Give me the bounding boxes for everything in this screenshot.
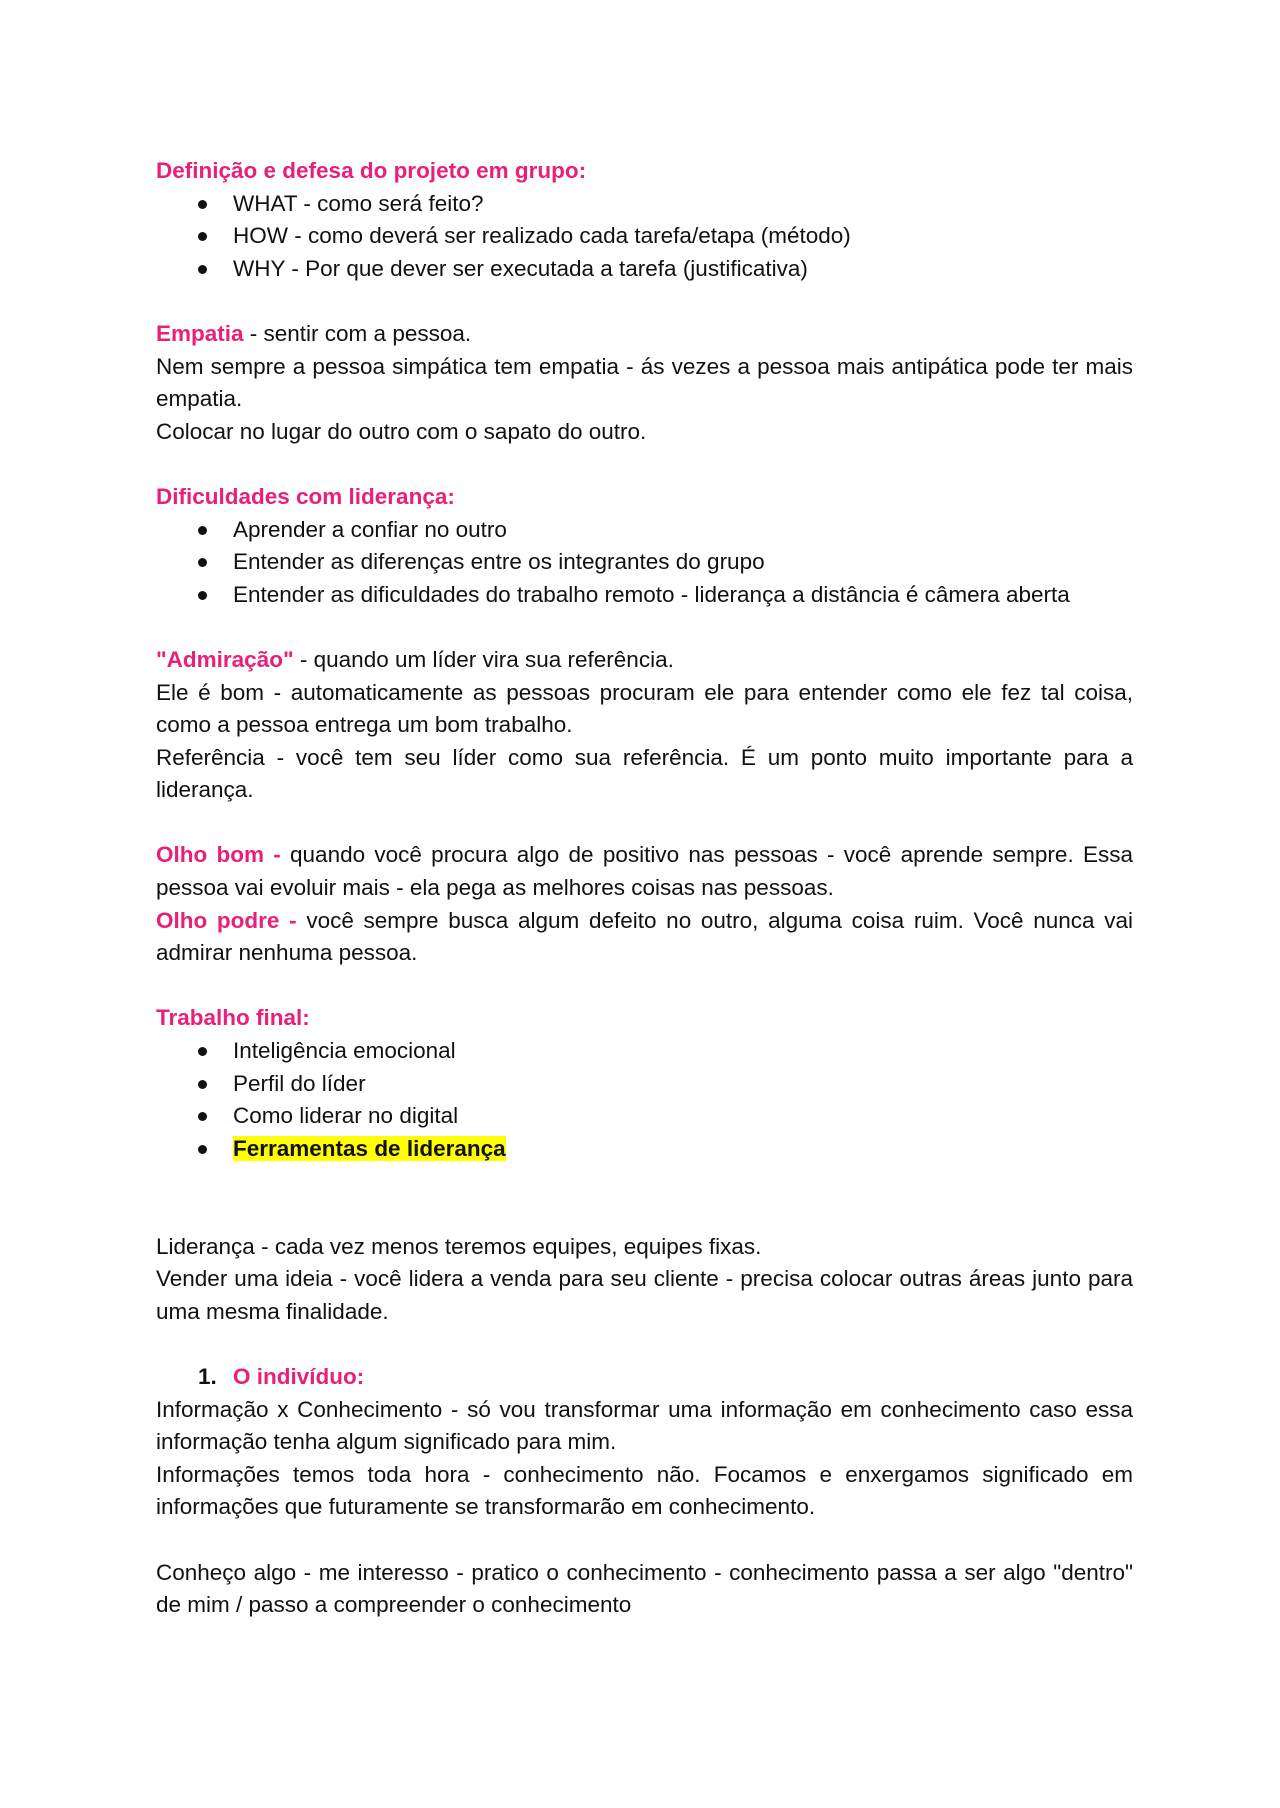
list-number: 1. <box>198 1363 217 1389</box>
list-item: HOW - como deverá ser realizado cada tarefa/etapa (método) <box>156 220 1133 253</box>
bullet-icon <box>198 200 207 209</box>
paragraph: Liderança - cada vez menos teremos equipes, equipes fixas. <box>156 1233 762 1259</box>
paragraph: Nem sempre a pessoa simpática tem empatia - ás vezes a pessoa mais antipática pode ter mais empatia. <box>156 353 1133 412</box>
list-item: Inteligência emocional <box>156 1035 1133 1068</box>
document-body <box>156 155 1133 1622</box>
bullet-list-dificuldades <box>156 514 1133 612</box>
bullet-icon <box>198 558 207 567</box>
list-item: Aprender a confiar no outro <box>156 514 1133 547</box>
paragraph-empatia: Empatia - sentir com a pessoa. <box>156 320 472 346</box>
bullet-icon <box>198 1047 207 1056</box>
list-item: Perfil do líder <box>156 1068 1133 1101</box>
paragraph: Colocar no lugar do outro com o sapato do outro. <box>156 418 647 444</box>
bullet-icon <box>198 591 207 600</box>
paragraph: Conheço algo - me interesso - pratico o conhecimento - conhecimento passa a ser algo "dentro" de mim / passo a compreender o conhecimento <box>156 1559 1133 1618</box>
highlighted-text: Ferramentas de liderança <box>233 1135 506 1161</box>
paragraph-olho-podre: Olho podre - você sempre busca algum defeito no outro, alguma coisa ruim. Você nunca vai admirar nenhuma pessoa. <box>156 907 1133 966</box>
bullet-icon <box>198 265 207 274</box>
paragraph: Referência - você tem seu líder como sua referência. É um ponto muito importante para a liderança. <box>156 744 1133 803</box>
bullet-icon <box>198 1112 207 1121</box>
numbered-heading-individuo: 1. O indivíduo: <box>156 1361 1133 1394</box>
bullet-icon <box>198 1080 207 1089</box>
paragraph: Vender uma ideia - você lidera a venda para seu cliente - precisa colocar outras áreas junto para uma mesma finalidade. <box>156 1266 1133 1324</box>
list-item: Como liderar no digital <box>156 1100 1133 1133</box>
section-heading-projeto: Definição e defesa do projeto em grupo: <box>156 158 587 183</box>
bullet-list-projeto <box>156 188 1133 286</box>
paragraph: Informações temos toda hora - conhecimento não. Focamos e enxergamos significado em informações que futuramente se transformarão em conhecimento. <box>156 1461 1133 1520</box>
section-heading-dificuldades: Dificuldades com liderança: <box>156 483 455 509</box>
list-item: WHAT - como será feito? <box>156 188 1133 221</box>
list-item: Entender as dificuldades do trabalho remoto - liderança a distância é câmera aberta <box>156 579 1133 612</box>
bullet-list-trabalho-final <box>156 1035 1133 1165</box>
paragraph-admiracao: "Admiração" - quando um líder vira sua referência. <box>156 646 674 672</box>
bullet-icon <box>198 232 207 241</box>
term-admiracao: "Admiração" <box>156 646 294 672</box>
term-empatia: Empatia <box>156 320 244 346</box>
list-item <box>156 1133 1133 1166</box>
section-heading-trabalho-final: Trabalho final: <box>156 1005 310 1031</box>
term-olho-podre: Olho podre - <box>156 907 297 933</box>
list-item: Entender as diferenças entre os integrantes do grupo <box>156 546 1133 579</box>
list-item: WHY - Por que dever ser executada a tarefa (justificativa) <box>156 253 1133 286</box>
paragraph: Informação x Conhecimento - só vou transformar uma informação em conhecimento caso essa informação tenha algum significado para mim. <box>156 1396 1133 1455</box>
term-olho-bom: Olho bom - <box>156 842 281 868</box>
paragraph: Ele é bom - automaticamente as pessoas procuram ele para entender como ele fez tal coisa, como a pessoa entrega um bom trabalho. <box>156 679 1133 738</box>
bullet-icon <box>198 526 207 535</box>
bullet-icon <box>198 1145 207 1154</box>
paragraph-olho-bom: Olho bom - quando você procura algo de positivo nas pessoas - você aprende sempre. Essa pessoa vai evoluir mais - ela pega as melhores coisas nas pessoas. <box>156 842 1133 901</box>
